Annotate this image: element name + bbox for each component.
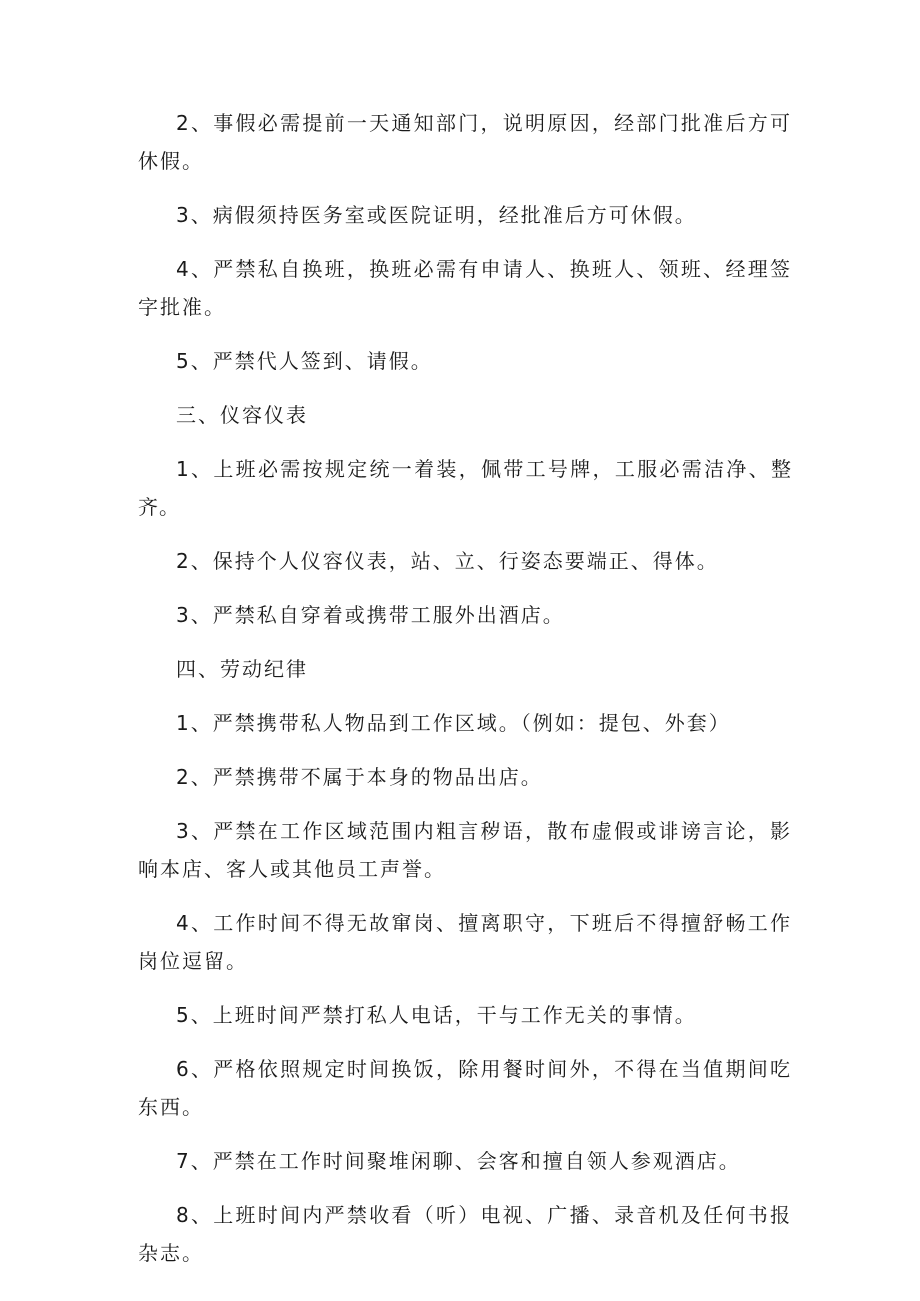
rule-paragraph: 4、工作时间不得无故窜岗、擅离职守，下班后不得擅舒畅工作岗位逗留。 — [138, 911, 792, 973]
section-heading: 三、仪容仪表 — [176, 403, 308, 427]
section-heading: 四、劳动纪律 — [176, 657, 308, 681]
document-body — [138, 104, 792, 1288]
rule-paragraph: 8、上班时间内严禁收看（听）电视、广播、录音机及任何书报杂志。 — [138, 1203, 792, 1265]
rule-paragraph: 3、严禁在工作区域范围内粗言秽语，散布虚假或诽谤言论，影响本店、客人或其他员工声誉。 — [138, 819, 792, 881]
rule-paragraph: 7、严禁在工作时间聚堆闲聊、会客和擅自领人参观酒店。 — [176, 1149, 741, 1173]
rule-paragraph: 4、严禁私自换班，换班必需有申请人、换班人、领班、经理签字批准。 — [138, 257, 792, 319]
rule-paragraph: 5、上班时间严禁打私人电话，干与工作无关的事情。 — [176, 1003, 697, 1027]
rule-paragraph: 3、严禁私自穿着或携带工服外出酒店。 — [176, 603, 565, 627]
rule-paragraph: 2、事假必需提前一天通知部门，说明原因，经部门批准后方可休假。 — [138, 111, 792, 173]
rule-paragraph: 3、病假须持医务室或医院证明，经批准后方可休假。 — [176, 203, 697, 227]
rule-paragraph: 5、严禁代人签到、请假。 — [176, 349, 433, 373]
rule-paragraph: 6、严格依照规定时间换饭，除用餐时间外，不得在当值期间吃东西。 — [138, 1057, 792, 1119]
rule-paragraph: 1、上班必需按规定统一着装，佩带工号牌，工服必需洁净、整齐。 — [138, 457, 792, 519]
rule-paragraph: 2、严禁携带不属于本身的物品出店。 — [176, 765, 543, 789]
rule-paragraph: 2、保持个人仪容仪表，站、立、行姿态要端正、得体。 — [176, 549, 719, 573]
rule-paragraph: 1、严禁携带私人物品到工作区域。（例如：提包、外套） — [176, 711, 731, 735]
